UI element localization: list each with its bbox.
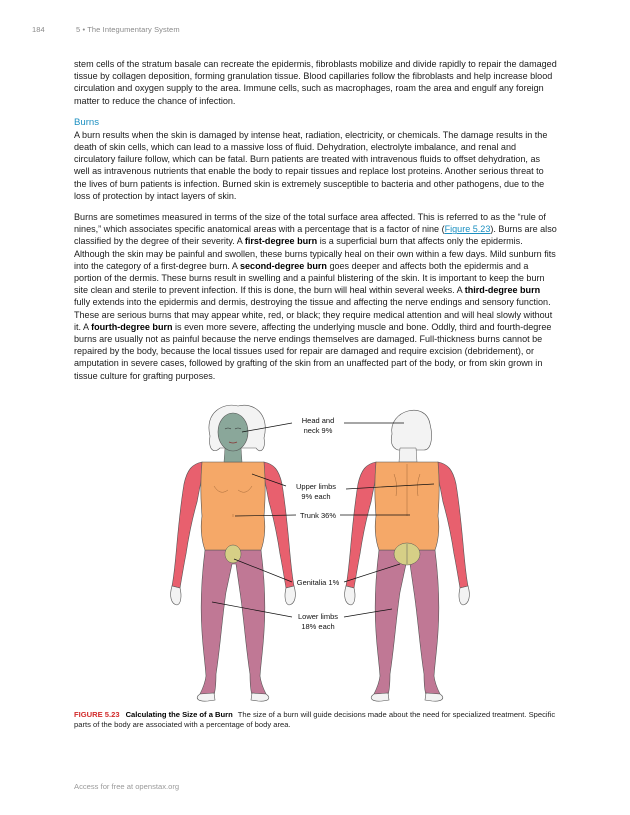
figure-title: Calculating the Size of a Burn: [125, 710, 233, 719]
chapter-title: 5 • The Integumentary System: [76, 25, 180, 34]
back-neck: [399, 448, 417, 462]
front-right-hand: [285, 586, 295, 605]
label-lower-line2: 18% each: [301, 622, 335, 631]
figure-labels: [296, 416, 340, 631]
figure-link[interactable]: Figure 5.23: [444, 224, 491, 235]
paragraph-1: stem cells of the stratum basale can recreate the epidermis, fibroblasts mobilize and divide rapidly to repair the damaged tissue by collagen deposition, forming granulation tissue. Blood capillaries follow the fibroblasts and help increase blood circulation and oxygen supply to the area. Immune cells, such as macrophages, roam the area and engulf any foreign matter to reduce the chance of infection.: [74, 59, 557, 106]
p3-text-3: is a superficial burn that affects only the epidermis. Although the skin may be painful and swollen, these burns typically heal on their own within a few days. Mild sunburn fits into the category of a first-degree burn. A: [74, 236, 556, 271]
label-genitalia: Genitalia 1%: [296, 578, 340, 587]
figure-number: FIGURE 5.23: [74, 710, 120, 719]
back-left-foot: [371, 693, 389, 701]
label-upper-line2: 9% each: [301, 492, 331, 501]
main-content: [74, 58, 558, 391]
label-head-line2: neck 9%: [303, 426, 333, 435]
front-genitalia: [225, 545, 241, 563]
front-left-hand: [171, 586, 181, 605]
back-head: [391, 410, 431, 450]
p3-text-5: fully extends into the epidermis and dermis, destroying the tissue and affecting the nerve endings and sensory function. These are serious burns that may appear white, red, or black; they require medical attention and will heal slowly without it. A: [74, 297, 553, 332]
paragraph-3: [74, 211, 558, 382]
front-left-foot: [197, 693, 215, 701]
p3-text-6: is even more severe, affecting the underlying muscle and bone. Oddly, third and fourth-degree burns are usually not as painful because the nerve endings themselves are damaged. Full-thickness burns cannot be repaired by the body, because the local tissues used for repair are damaged and require excision (debridement), or amputation in severe cases, followed by grafting of the skin from an unaffected part of the body, or from skin grown in tissue culture for grafting purposes.: [74, 321, 552, 381]
running-head: [32, 25, 180, 34]
p3-text-4: goes deeper and affects both the epidermis and a portion of the dermis. These burns result in swelling and a painful blistering of the skin. It is important to keep the burn site clean and sterile to prevent infection. If this is done, the burn will heal within several weeks. A: [74, 260, 545, 296]
front-lower-limbs: [200, 550, 266, 695]
label-upper-line1: Upper limbs: [295, 482, 337, 491]
front-figure: [171, 405, 296, 701]
term-second-degree-burn: second-degree burn: [239, 260, 327, 271]
term-first-degree-burn: first-degree burn: [244, 236, 318, 247]
figure-caption-text: The size of a burn will guide decisions made about the need for specialized treatment. Specific parts of the body are associated with a percentage of body area.: [74, 710, 556, 730]
front-left-arm: [172, 462, 202, 588]
figure-rule-of-nines: [74, 404, 558, 704]
term-fourth-degree-burn: fourth-degree burn: [91, 321, 173, 332]
section-heading-burns: Burns: [74, 116, 100, 128]
back-left-hand: [345, 586, 355, 605]
label-lower-line1: Lower limbs: [297, 612, 339, 621]
p3-text-1: Burns are sometimes measured in terms of the size of the total surface area affected. This is referred to as the “rule of nines,” which associates specific anatomical areas with a percentage that is a factor of nine (: [74, 212, 546, 235]
paragraph-2: A burn results when the skin is damaged by intense heat, radiation, electricity, or chemicals. The damage results in the death of skin cells, which can lead to a massive loss of fluid. Dehydration, electrolyte imbalance, and renal and circulatory failure follow, which can be fatal. Burn patients are treated with intravenous fluids to offset dehydration, as well as intravenous nutrients that enable the body to repair tissues and replace lost proteins. Another serious threat to the lives of burn patients is infection. Burned skin is extremely susceptible to bacteria and other pathogens, due to the loss of protection by intact layers of skin.: [74, 129, 548, 201]
front-right-foot: [251, 693, 269, 701]
body-diagram: [74, 404, 558, 704]
label-trunk: Trunk 36%: [300, 511, 336, 520]
back-right-arm: [438, 462, 468, 588]
back-right-foot: [425, 693, 443, 701]
front-right-arm: [264, 462, 294, 588]
page-footer: Access for free at openstax.org: [74, 782, 180, 791]
back-lower-limbs: [374, 550, 440, 695]
back-right-hand: [459, 586, 469, 605]
term-third-degree-burn: third-degree burn: [464, 285, 541, 296]
back-figure: [345, 410, 470, 701]
back-left-arm: [346, 462, 376, 588]
figure-caption: [74, 710, 558, 731]
p3-text-2: ). Burns are also classified by the degree of their severity. A: [74, 224, 557, 247]
page-number: 184: [32, 25, 45, 34]
label-head-line1: Head and: [301, 416, 335, 425]
